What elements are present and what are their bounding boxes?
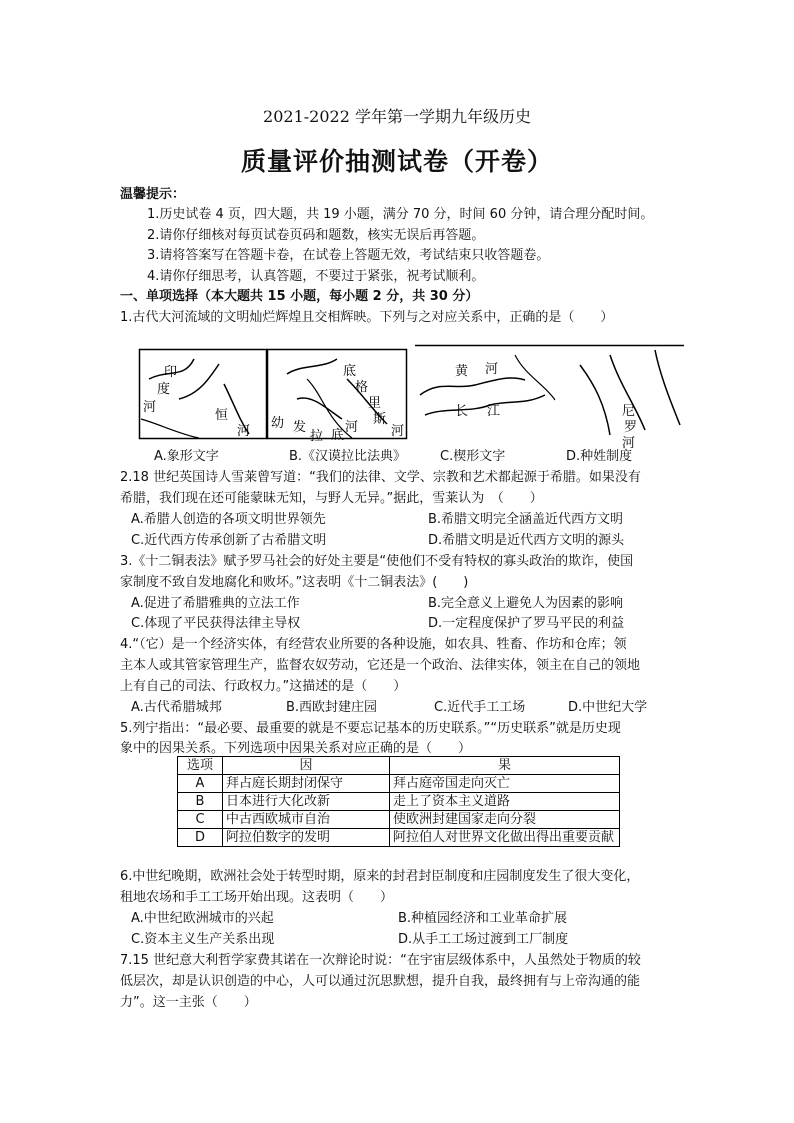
table-cell: 使欧洲封建国家走向分裂 xyxy=(390,811,620,829)
table-header-row xyxy=(178,757,620,775)
q3-option-a[interactable]: A.促进了希腊雅典的立法工作 xyxy=(131,596,300,611)
table-header: 因 xyxy=(223,757,390,775)
table-cell: A xyxy=(178,775,223,793)
exam-title-line1: 2021-2022 学年第一学期九年级历史 xyxy=(263,107,531,126)
q3-option-c[interactable]: C.体现了平民获得法律主导权 xyxy=(131,616,301,631)
question-7-stem: 7.15 世纪意大利哲学家费其诺在一次辩论时说：“在宇宙层级体系中，人虽然处于物质的较 xyxy=(120,953,641,968)
table-header: 果 xyxy=(390,757,620,775)
tip-item: 3.请将答案写在答题卡卷，在试卷上答题无效，考试结束只收答题卷。 xyxy=(147,248,550,263)
question-7-stem: 力”。这一主张（ ） xyxy=(120,995,257,1010)
question-4-stem: 上有自己的司法、行政权力。”这描述的是（ ） xyxy=(120,679,407,694)
question-6-stem: 租地农场和手工工场开始出现。这表明（ ） xyxy=(120,890,394,905)
q6-option-d[interactable]: D.从手工工场过渡到工厂制度 xyxy=(398,932,569,947)
map-label: 发 xyxy=(293,420,307,435)
question-1-stem: 1.古代大河流域的文明灿烂辉煌且交相辉映。下列与之对应关系中，正确的是（ ） xyxy=(120,310,614,325)
map-label: 罗 xyxy=(624,420,638,435)
map-label: 黄 xyxy=(455,364,469,379)
map-label: 里 xyxy=(368,396,382,411)
table-row[interactable] xyxy=(178,775,620,793)
map-label: 尼 xyxy=(622,404,636,419)
q2-option-d[interactable]: D.希腊文明是近代西方文明的源头 xyxy=(428,533,625,548)
question-2-stem: 2.18 世纪英国诗人雪莱曾写道：“我们的法律、文学、宗教和艺术都起源于希腊。如果没有 xyxy=(120,470,641,485)
map-label: 河 xyxy=(622,436,636,451)
question-2-stem: 希腊，我们现在还可能蒙昧无知，与野人无异。”据此，雪莱认为 （ ） xyxy=(120,491,543,506)
question-6-stem: 6.中世纪晚期，欧洲社会处于转型时期，原来的封君封臣制度和庄园制度发生了很大变化， xyxy=(120,869,640,884)
table-cell: 日本进行大化改新 xyxy=(223,793,390,811)
map-label: 格 xyxy=(355,380,369,395)
q1-option-a[interactable]: A.象形文字 xyxy=(154,449,219,464)
table-cell: 阿拉伯数字的发明 xyxy=(223,829,390,847)
q4-option-d[interactable]: D.中世纪大学 xyxy=(568,700,648,715)
map-label: 河 xyxy=(485,362,499,377)
table-cell: 拜占庭长期封闭保守 xyxy=(223,775,390,793)
q6-option-c[interactable]: C.资本主义生产关系出现 xyxy=(131,932,275,947)
question-4-stem: 主本人或其管家管理生产，监督农奴劳动，它还是一个政治、法律实体，领主在自己的领地 xyxy=(120,658,641,673)
q6-option-b[interactable]: B.种植园经济和工业革命扩展 xyxy=(398,911,568,926)
cause-effect-table xyxy=(177,756,620,847)
map-label: 江 xyxy=(487,404,501,419)
map-label: 底 xyxy=(343,364,357,379)
tip-item: 2.请你仔细核对每页试卷页码和题数，核实无误后再答题。 xyxy=(147,228,485,243)
table-cell: 走上了资本主义道路 xyxy=(390,793,620,811)
question-3-stem: 3.《十二铜表法》赋予罗马社会的好处主要是“使他们不受有特权的寡头政治的欺诈，使国 xyxy=(120,554,634,569)
map-nile xyxy=(560,345,684,451)
map-label: 印 xyxy=(164,365,178,380)
table-cell: D xyxy=(178,829,223,847)
q1-option-c[interactable]: C.楔形文字 xyxy=(440,449,506,464)
question-5-stem: 5.列宁指出：“最必要、最重要的就是不要忘记基本的历史联系。”“历史联系”就是历史现 xyxy=(120,721,621,736)
map-label: 河 xyxy=(391,424,405,439)
question-3-stem: 家制度不致自发地腐化和败坏。”这表明《十二铜表法》( ) xyxy=(120,575,469,590)
map-yellow-yangtze xyxy=(415,345,560,437)
tip-item: 4.请你仔细思考，认真答题，不要过于紧张，祝考试顺利。 xyxy=(147,269,485,284)
exam-title: 质量评价抽测试卷（开卷） xyxy=(240,147,553,176)
map-label: 底 xyxy=(331,428,345,443)
table-row[interactable] xyxy=(178,811,620,829)
question-5-stem: 象中的因果关系。下列选项中因果关系对应正确的是（ ） xyxy=(120,741,472,756)
table-row[interactable] xyxy=(178,793,620,811)
map-label: 度 xyxy=(157,382,171,397)
table-cell: 中古西欧城市自治 xyxy=(223,811,390,829)
map-label: 幼 xyxy=(271,416,285,431)
map-label: 河 xyxy=(345,420,359,435)
q3-option-d[interactable]: D.一定程度保护了罗马平民的利益 xyxy=(428,616,625,631)
q3-option-b[interactable]: B.完全意义上避免人为因素的影响 xyxy=(428,596,624,611)
q2-option-b[interactable]: B.希腊文明完全涵盖近代西方文明 xyxy=(428,512,624,527)
q4-option-a[interactable]: A.古代希腊城邦 xyxy=(131,700,222,715)
q2-option-c[interactable]: C.近代西方传承创新了古希腊文明 xyxy=(131,533,327,548)
section-heading: 一、单项选择（本大题共 15 小题，每小题 2 分，共 30 分） xyxy=(120,289,479,304)
q1-option-d[interactable]: D.种姓制度 xyxy=(566,449,633,464)
map-label: 河 xyxy=(237,424,251,439)
question-4-stem: 4.“（它）是一个经济实体，有经营农业所要的各种设施，如农具、牲畜、作坊和仓库；领 xyxy=(120,637,627,652)
table-cell: 阿拉伯人对世界文化做出得出重要贡献 xyxy=(390,829,620,847)
q4-option-b[interactable]: B.西欧封建庄园 xyxy=(286,700,378,715)
map-indus-ganges xyxy=(139,349,267,439)
q1-option-b[interactable]: B.《汉谟拉比法典》 xyxy=(289,449,407,464)
table-header: 选项 xyxy=(178,757,223,775)
map-label: 河 xyxy=(143,400,157,415)
map-label: 恒 xyxy=(215,408,229,423)
map-label: 长 xyxy=(455,404,469,419)
tips-label: 温馨提示： xyxy=(120,187,186,202)
table-cell: C xyxy=(178,811,223,829)
q2-option-a[interactable]: A.希腊人创造的各项文明世界领先 xyxy=(131,512,326,527)
table-cell: B xyxy=(178,793,223,811)
map-mesopotamia xyxy=(267,349,407,444)
map-label: 斯 xyxy=(373,412,387,427)
table-cell: 拜占庭帝国走向灭亡 xyxy=(390,775,620,793)
tip-item: 1.历史试卷 4 页，四大题，共 19 小题，满分 70 分，时间 60 分钟，请合理分配时间。 xyxy=(147,207,654,222)
q6-option-a[interactable]: A.中世纪欧洲城市的兴起 xyxy=(131,911,274,926)
question-7-stem: 低层次，却是认识创造的中心，人可以通过沉思默想，提升自我，最终拥有与上帝沟通的能 xyxy=(120,974,641,989)
map-label: 拉 xyxy=(310,429,324,444)
q4-option-c[interactable]: C.近代手工工场 xyxy=(434,700,526,715)
table-row[interactable] xyxy=(178,829,620,847)
